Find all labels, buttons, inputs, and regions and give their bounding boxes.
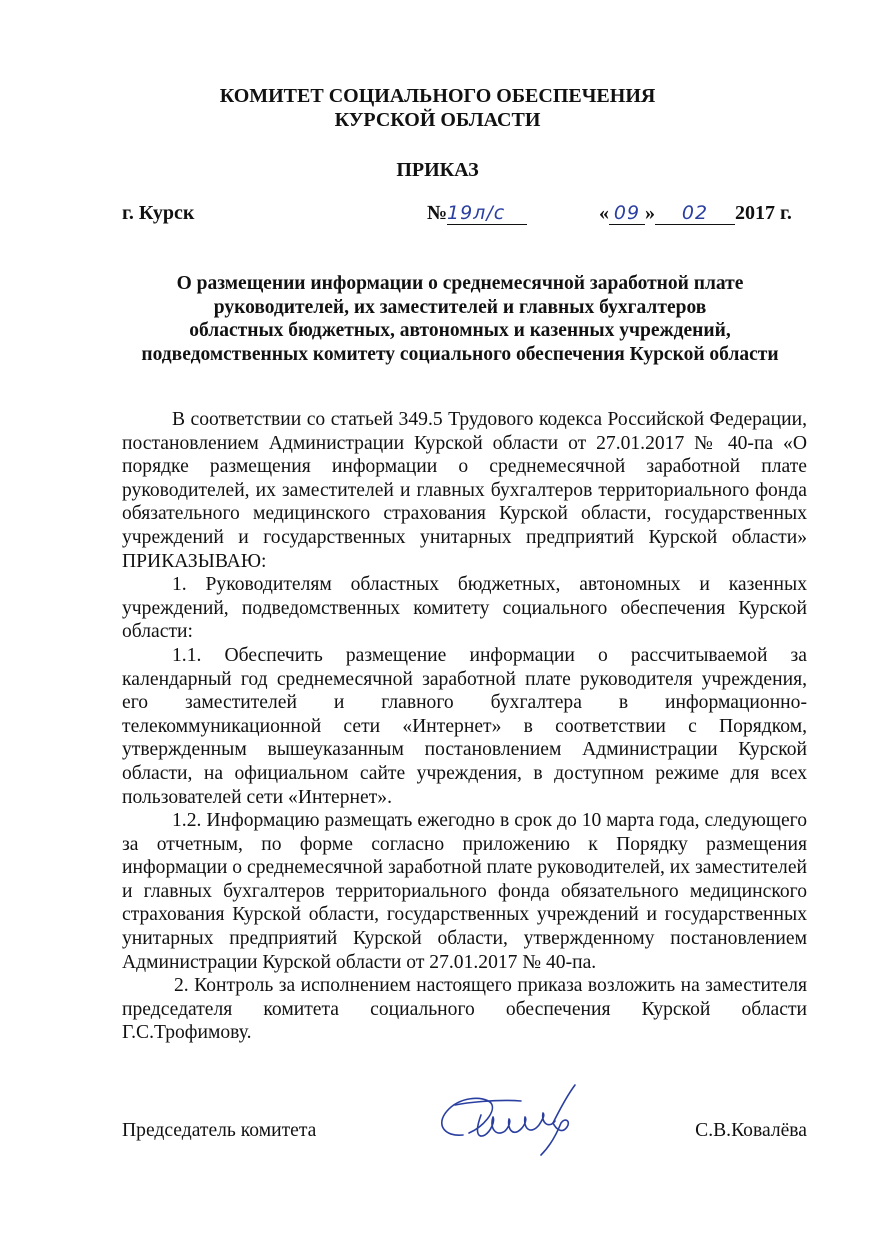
subject-line: подведомственных комитету социального обеспечения Курской области xyxy=(141,343,779,365)
org-name-line2: КУРСКОЙ ОБЛАСТИ xyxy=(334,109,541,131)
order-number-handwritten: 19л/с xyxy=(447,202,506,224)
handwritten-signature xyxy=(425,1077,595,1167)
signatory-title: Председатель комитета xyxy=(122,1120,317,1141)
date-day-handwritten: 09 xyxy=(613,202,641,224)
signature-block xyxy=(0,1115,875,1145)
subject-line: руководителей, их заместителей и главных бухгалтеров xyxy=(213,296,707,318)
item-1-paragraph: 1. Руководителям областных бюджетных, автономных и казенных учреждений, подведомственных комитету социального обеспечения Курской области: xyxy=(122,574,807,643)
order-number-label: № xyxy=(427,202,448,224)
city: г. Курск xyxy=(122,202,195,224)
order-body xyxy=(122,408,807,1045)
item-1-1-paragraph: 1.1. Обеспечить размещение информации о рассчитываемой за календарный год среднемесячной заработной плате руководителя учреждения, его заместителей и главного бухгалтера в информационно-телекоммуникационной сети «Интернет» в соответствии с Порядком, утвержденным вышеуказанным постановлением Администрации Курской области, на официальном сайте учреждения, в доступном режиме для всех пользователей сети «Интернет». xyxy=(122,644,807,808)
document-type-title: ПРИКАЗ xyxy=(396,159,479,181)
subject-line: О размещении информации о среднемесячной заработной плате xyxy=(176,273,744,294)
preamble-paragraph: В соответствии со статьей 349.5 Трудового кодекса Российской Федерации, постановлением Администрации Курской области от 27.01.2017 № 40-па «О порядке размещения информации о среднемесячной заработной плате руководителей, их заместителей и главных бухгалтеров территориального фонда обязательного медицинского страхования Курской области, государственных учреждений и государственных унитарных предприятий Курской области» ПРИКАЗЫВАЮ: xyxy=(122,409,807,572)
signatory-name: С.В.Ковалёва xyxy=(695,1120,807,1141)
item-2-paragraph: 2. Контроль за исполнением настоящего приказа возложить на заместителя председателя комитета социального обеспечения Курской области Г.С.Трофимову. xyxy=(122,975,807,1044)
date-month-handwritten: 02 xyxy=(681,202,709,224)
subject-line: областных бюджетных, автономных и казенных учреждений, xyxy=(189,320,731,341)
order-date xyxy=(599,202,792,225)
date-close-quote: » xyxy=(645,202,655,224)
order-meta-row xyxy=(0,202,875,228)
date-month-field xyxy=(655,202,735,225)
item-1-2-paragraph: 1.2. Информацию размещать ежегодно в срок до 10 марта года, следующего за отчетным, по форме согласно приложению к Порядку размещения информации о среднемесячной заработной плате руководителей, их заместителей и главных бухгалтеров территориального фонда обязательного медицинского страхования Курской области, государственных учреждений и государственных унитарных предприятий Курской области, утвержденному постановлением Администрации Курской области от 27.01.2017 № 40-па. xyxy=(122,810,807,973)
date-open-quote: « xyxy=(599,202,609,224)
org-name-line1: КОМИТЕТ СОЦИАЛЬНОГО ОБЕСПЕЧЕНИЯ xyxy=(219,85,656,107)
date-day-field xyxy=(609,202,645,225)
order-number-field xyxy=(447,202,527,225)
date-year: 2017 г. xyxy=(735,202,792,224)
order-subject xyxy=(110,272,810,366)
